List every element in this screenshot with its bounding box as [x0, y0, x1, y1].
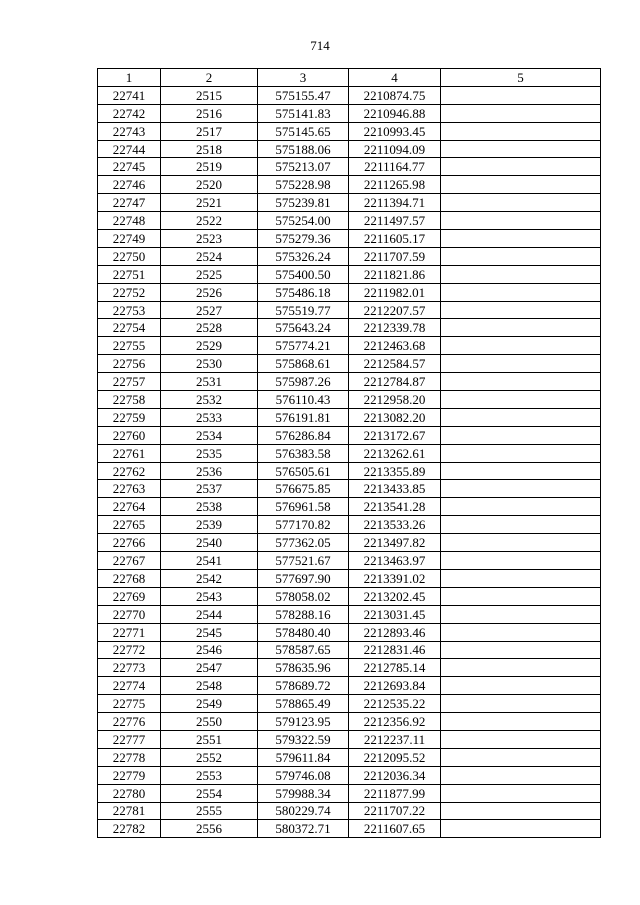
- table-row: [98, 623, 601, 641]
- sequence-cell: 2523: [161, 230, 258, 248]
- y-coordinate-cell: 2211497.57: [349, 212, 441, 230]
- sequence-cell: 2531: [161, 373, 258, 391]
- x-coordinate-cell: 575868.61: [258, 355, 349, 373]
- sequence-cell: 2555: [161, 802, 258, 820]
- y-coordinate-cell: 2211877.99: [349, 784, 441, 802]
- point-number-cell: 22766: [98, 534, 161, 552]
- y-coordinate-cell: 2213172.67: [349, 426, 441, 444]
- point-number-cell: 22770: [98, 605, 161, 623]
- table-row: [98, 265, 601, 283]
- table-row: [98, 86, 601, 104]
- x-coordinate-cell: 579322.59: [258, 730, 349, 748]
- point-number-cell: 22775: [98, 695, 161, 713]
- point-number-cell: 22758: [98, 391, 161, 409]
- point-number-cell: 22759: [98, 408, 161, 426]
- point-number-cell: 22774: [98, 677, 161, 695]
- sequence-cell: 2524: [161, 247, 258, 265]
- table-row: [98, 212, 601, 230]
- note-cell: [441, 337, 601, 355]
- x-coordinate-cell: 578689.72: [258, 677, 349, 695]
- point-number-cell: 22765: [98, 516, 161, 534]
- y-coordinate-cell: 2211982.01: [349, 283, 441, 301]
- sequence-cell: 2551: [161, 730, 258, 748]
- point-number-cell: 22745: [98, 158, 161, 176]
- table-row: [98, 534, 601, 552]
- point-number-cell: 22777: [98, 730, 161, 748]
- y-coordinate-cell: 2213355.89: [349, 462, 441, 480]
- table-row: [98, 408, 601, 426]
- point-number-cell: 22760: [98, 426, 161, 444]
- y-coordinate-cell: 2213463.97: [349, 552, 441, 570]
- x-coordinate-cell: 575400.50: [258, 265, 349, 283]
- table-row: [98, 230, 601, 248]
- sequence-cell: 2539: [161, 516, 258, 534]
- table-row: [98, 247, 601, 265]
- table-row: [98, 516, 601, 534]
- sequence-cell: 2526: [161, 283, 258, 301]
- y-coordinate-cell: 2211094.09: [349, 140, 441, 158]
- sequence-cell: 2535: [161, 444, 258, 462]
- point-number-cell: 22769: [98, 587, 161, 605]
- note-cell: [441, 748, 601, 766]
- x-coordinate-cell: 576383.58: [258, 444, 349, 462]
- y-coordinate-cell: 2212535.22: [349, 695, 441, 713]
- table-row: [98, 730, 601, 748]
- sequence-cell: 2544: [161, 605, 258, 623]
- sequence-cell: 2547: [161, 659, 258, 677]
- x-coordinate-cell: 575326.24: [258, 247, 349, 265]
- table-row: [98, 695, 601, 713]
- sequence-cell: 2515: [161, 86, 258, 104]
- y-coordinate-cell: 2213533.26: [349, 516, 441, 534]
- y-coordinate-cell: 2213031.45: [349, 605, 441, 623]
- y-coordinate-cell: 2212095.52: [349, 748, 441, 766]
- table-row: [98, 391, 601, 409]
- note-cell: [441, 659, 601, 677]
- note-cell: [441, 140, 601, 158]
- sequence-cell: 2518: [161, 140, 258, 158]
- sequence-cell: 2519: [161, 158, 258, 176]
- x-coordinate-cell: 576286.84: [258, 426, 349, 444]
- table-row: [98, 355, 601, 373]
- table-row: [98, 766, 601, 784]
- y-coordinate-cell: 2211164.77: [349, 158, 441, 176]
- point-number-cell: 22757: [98, 373, 161, 391]
- x-coordinate-cell: 578635.96: [258, 659, 349, 677]
- point-number-cell: 22779: [98, 766, 161, 784]
- x-coordinate-cell: 575141.83: [258, 104, 349, 122]
- sequence-cell: 2549: [161, 695, 258, 713]
- y-coordinate-cell: 2213082.20: [349, 408, 441, 426]
- sequence-cell: 2537: [161, 480, 258, 498]
- x-coordinate-cell: 580372.71: [258, 820, 349, 838]
- table-row: [98, 784, 601, 802]
- point-number-cell: 22755: [98, 337, 161, 355]
- note-cell: [441, 212, 601, 230]
- table-row: [98, 802, 601, 820]
- note-cell: [441, 820, 601, 838]
- y-coordinate-cell: 2213541.28: [349, 498, 441, 516]
- table-row: [98, 301, 601, 319]
- column-header-5: 5: [441, 69, 601, 87]
- sequence-cell: 2529: [161, 337, 258, 355]
- y-coordinate-cell: 2213433.85: [349, 480, 441, 498]
- sequence-cell: 2525: [161, 265, 258, 283]
- point-number-cell: 22764: [98, 498, 161, 516]
- table-row: [98, 659, 601, 677]
- y-coordinate-cell: 2212584.57: [349, 355, 441, 373]
- sequence-cell: 2528: [161, 319, 258, 337]
- point-number-cell: 22778: [98, 748, 161, 766]
- point-number-cell: 22754: [98, 319, 161, 337]
- sequence-cell: 2521: [161, 194, 258, 212]
- x-coordinate-cell: 575279.36: [258, 230, 349, 248]
- sequence-cell: 2548: [161, 677, 258, 695]
- y-coordinate-cell: 2213391.02: [349, 569, 441, 587]
- y-coordinate-cell: 2210993.45: [349, 122, 441, 140]
- x-coordinate-cell: 578288.16: [258, 605, 349, 623]
- column-header-2: 2: [161, 69, 258, 87]
- point-number-cell: 22771: [98, 623, 161, 641]
- note-cell: [441, 373, 601, 391]
- note-cell: [441, 230, 601, 248]
- point-number-cell: 22741: [98, 86, 161, 104]
- y-coordinate-cell: 2212831.46: [349, 641, 441, 659]
- x-coordinate-cell: 575145.65: [258, 122, 349, 140]
- x-coordinate-cell: 575228.98: [258, 176, 349, 194]
- x-coordinate-cell: 577170.82: [258, 516, 349, 534]
- table-header-row: [98, 69, 601, 87]
- point-number-cell: 22782: [98, 820, 161, 838]
- table-row: [98, 140, 601, 158]
- point-number-cell: 22753: [98, 301, 161, 319]
- x-coordinate-cell: 575188.06: [258, 140, 349, 158]
- note-cell: [441, 319, 601, 337]
- y-coordinate-cell: 2212356.92: [349, 713, 441, 731]
- x-coordinate-cell: 580229.74: [258, 802, 349, 820]
- note-cell: [441, 86, 601, 104]
- y-coordinate-cell: 2211707.22: [349, 802, 441, 820]
- y-coordinate-cell: 2211605.17: [349, 230, 441, 248]
- sequence-cell: 2534: [161, 426, 258, 444]
- note-cell: [441, 569, 601, 587]
- column-header-4: 4: [349, 69, 441, 87]
- y-coordinate-cell: 2212207.57: [349, 301, 441, 319]
- y-coordinate-cell: 2212693.84: [349, 677, 441, 695]
- note-cell: [441, 265, 601, 283]
- point-number-cell: 22742: [98, 104, 161, 122]
- x-coordinate-cell: 575254.00: [258, 212, 349, 230]
- note-cell: [441, 516, 601, 534]
- y-coordinate-cell: 2212785.14: [349, 659, 441, 677]
- y-coordinate-cell: 2211821.86: [349, 265, 441, 283]
- x-coordinate-cell: 575239.81: [258, 194, 349, 212]
- table-row: [98, 641, 601, 659]
- table-row: [98, 373, 601, 391]
- point-number-cell: 22747: [98, 194, 161, 212]
- point-number-cell: 22752: [98, 283, 161, 301]
- note-cell: [441, 766, 601, 784]
- y-coordinate-cell: 2211394.71: [349, 194, 441, 212]
- y-coordinate-cell: 2212784.87: [349, 373, 441, 391]
- x-coordinate-cell: 578587.65: [258, 641, 349, 659]
- note-cell: [441, 355, 601, 373]
- sequence-cell: 2552: [161, 748, 258, 766]
- point-number-cell: 22749: [98, 230, 161, 248]
- sequence-cell: 2545: [161, 623, 258, 641]
- point-number-cell: 22762: [98, 462, 161, 480]
- point-number-cell: 22763: [98, 480, 161, 498]
- note-cell: [441, 444, 601, 462]
- table-row: [98, 444, 601, 462]
- coordinates-table: [97, 68, 601, 838]
- note-cell: [441, 498, 601, 516]
- sequence-cell: 2517: [161, 122, 258, 140]
- note-cell: [441, 247, 601, 265]
- note-cell: [441, 713, 601, 731]
- table-row: [98, 104, 601, 122]
- x-coordinate-cell: 576675.85: [258, 480, 349, 498]
- sequence-cell: 2533: [161, 408, 258, 426]
- note-cell: [441, 194, 601, 212]
- x-coordinate-cell: 579611.84: [258, 748, 349, 766]
- x-coordinate-cell: 577697.90: [258, 569, 349, 587]
- y-coordinate-cell: 2213497.82: [349, 534, 441, 552]
- point-number-cell: 22761: [98, 444, 161, 462]
- x-coordinate-cell: 575987.26: [258, 373, 349, 391]
- sequence-cell: 2522: [161, 212, 258, 230]
- x-coordinate-cell: 577362.05: [258, 534, 349, 552]
- x-coordinate-cell: 576505.61: [258, 462, 349, 480]
- point-number-cell: 22772: [98, 641, 161, 659]
- y-coordinate-cell: 2212958.20: [349, 391, 441, 409]
- x-coordinate-cell: 579746.08: [258, 766, 349, 784]
- note-cell: [441, 587, 601, 605]
- x-coordinate-cell: 575774.21: [258, 337, 349, 355]
- sequence-cell: 2543: [161, 587, 258, 605]
- x-coordinate-cell: 578480.40: [258, 623, 349, 641]
- page-number: 714: [310, 38, 330, 53]
- sequence-cell: 2540: [161, 534, 258, 552]
- note-cell: [441, 283, 601, 301]
- y-coordinate-cell: 2212036.34: [349, 766, 441, 784]
- note-cell: [441, 695, 601, 713]
- table-row: [98, 498, 601, 516]
- sequence-cell: 2530: [161, 355, 258, 373]
- table-row: [98, 569, 601, 587]
- y-coordinate-cell: 2211265.98: [349, 176, 441, 194]
- x-coordinate-cell: 576191.81: [258, 408, 349, 426]
- note-cell: [441, 462, 601, 480]
- point-number-cell: 22781: [98, 802, 161, 820]
- x-coordinate-cell: 575155.47: [258, 86, 349, 104]
- point-number-cell: 22780: [98, 784, 161, 802]
- table-row: [98, 194, 601, 212]
- sequence-cell: 2516: [161, 104, 258, 122]
- point-number-cell: 22773: [98, 659, 161, 677]
- note-cell: [441, 534, 601, 552]
- sequence-cell: 2541: [161, 552, 258, 570]
- table-row: [98, 605, 601, 623]
- note-cell: [441, 677, 601, 695]
- table-body: [98, 86, 601, 837]
- table-row: [98, 176, 601, 194]
- note-cell: [441, 122, 601, 140]
- x-coordinate-cell: 575643.24: [258, 319, 349, 337]
- sequence-cell: 2520: [161, 176, 258, 194]
- x-coordinate-cell: 575486.18: [258, 283, 349, 301]
- x-coordinate-cell: 578865.49: [258, 695, 349, 713]
- table-row: [98, 480, 601, 498]
- sequence-cell: 2556: [161, 820, 258, 838]
- table-row: [98, 426, 601, 444]
- y-coordinate-cell: 2212237.11: [349, 730, 441, 748]
- table-row: [98, 337, 601, 355]
- note-cell: [441, 408, 601, 426]
- y-coordinate-cell: 2210946.88: [349, 104, 441, 122]
- sequence-cell: 2553: [161, 766, 258, 784]
- sequence-cell: 2550: [161, 713, 258, 731]
- point-number-cell: 22776: [98, 713, 161, 731]
- note-cell: [441, 605, 601, 623]
- table-row: [98, 462, 601, 480]
- note-cell: [441, 552, 601, 570]
- x-coordinate-cell: 575519.77: [258, 301, 349, 319]
- point-number-cell: 22744: [98, 140, 161, 158]
- table-row: [98, 552, 601, 570]
- point-number-cell: 22756: [98, 355, 161, 373]
- sequence-cell: 2532: [161, 391, 258, 409]
- note-cell: [441, 730, 601, 748]
- table-row: [98, 748, 601, 766]
- note-cell: [441, 802, 601, 820]
- table-row: [98, 158, 601, 176]
- point-number-cell: 22767: [98, 552, 161, 570]
- y-coordinate-cell: 2211707.59: [349, 247, 441, 265]
- table-row: [98, 319, 601, 337]
- sequence-cell: 2527: [161, 301, 258, 319]
- x-coordinate-cell: 577521.67: [258, 552, 349, 570]
- point-number-cell: 22746: [98, 176, 161, 194]
- column-header-3: 3: [258, 69, 349, 87]
- sequence-cell: 2538: [161, 498, 258, 516]
- sequence-cell: 2542: [161, 569, 258, 587]
- note-cell: [441, 641, 601, 659]
- y-coordinate-cell: 2213202.45: [349, 587, 441, 605]
- column-header-1: 1: [98, 69, 161, 87]
- note-cell: [441, 480, 601, 498]
- y-coordinate-cell: 2212463.68: [349, 337, 441, 355]
- note-cell: [441, 784, 601, 802]
- table-row: [98, 122, 601, 140]
- x-coordinate-cell: 576961.58: [258, 498, 349, 516]
- x-coordinate-cell: 579988.34: [258, 784, 349, 802]
- note-cell: [441, 391, 601, 409]
- sequence-cell: 2536: [161, 462, 258, 480]
- table-row: [98, 820, 601, 838]
- point-number-cell: 22768: [98, 569, 161, 587]
- y-coordinate-cell: 2213262.61: [349, 444, 441, 462]
- point-number-cell: 22743: [98, 122, 161, 140]
- y-coordinate-cell: 2211607.65: [349, 820, 441, 838]
- table-row: [98, 587, 601, 605]
- table-row: [98, 283, 601, 301]
- point-number-cell: 22748: [98, 212, 161, 230]
- x-coordinate-cell: 575213.07: [258, 158, 349, 176]
- x-coordinate-cell: 576110.43: [258, 391, 349, 409]
- sequence-cell: 2554: [161, 784, 258, 802]
- table-row: [98, 677, 601, 695]
- point-number-cell: 22750: [98, 247, 161, 265]
- note-cell: [441, 426, 601, 444]
- x-coordinate-cell: 578058.02: [258, 587, 349, 605]
- sequence-cell: 2546: [161, 641, 258, 659]
- table-row: [98, 713, 601, 731]
- y-coordinate-cell: 2212339.78: [349, 319, 441, 337]
- note-cell: [441, 176, 601, 194]
- point-number-cell: 22751: [98, 265, 161, 283]
- note-cell: [441, 158, 601, 176]
- note-cell: [441, 301, 601, 319]
- note-cell: [441, 104, 601, 122]
- y-coordinate-cell: 2210874.75: [349, 86, 441, 104]
- x-coordinate-cell: 579123.95: [258, 713, 349, 731]
- y-coordinate-cell: 2212893.46: [349, 623, 441, 641]
- note-cell: [441, 623, 601, 641]
